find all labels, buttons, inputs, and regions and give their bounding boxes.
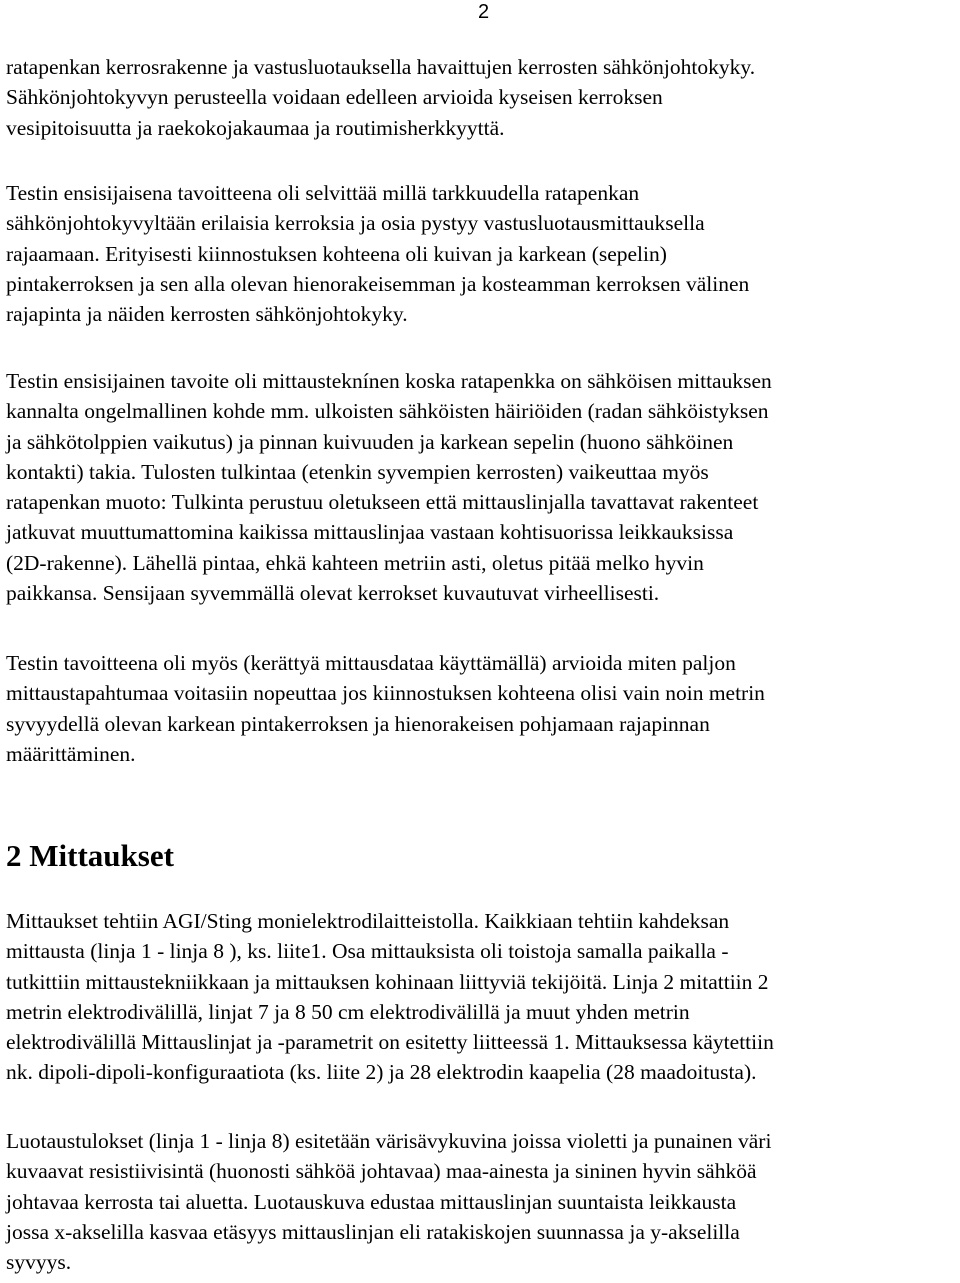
- text-line: vesipitoisuutta ja raekokojakaumaa ja routimisherkkyyttä.: [6, 115, 505, 140]
- page-number: 2: [478, 1, 490, 23]
- paragraph-speedup: [6, 648, 956, 769]
- text-line: Mittaukset tehtiin AGI/Sting monielektrodilaitteistolla. Kaikkiaan tehtiin kahdeksan: [6, 909, 730, 933]
- text-line: mittausta (linja 1 - linja 8 ), ks. liite1. Osa mittauksista oli toistoja samalla paikalla -: [6, 939, 729, 964]
- paragraph-results: [6, 1126, 956, 1277]
- text-line: mittaustapahtumaa voitasiin nopeuttaa jos kiinnostuksen kohteena olisi vain noin metrin: [6, 681, 765, 706]
- text-line: johtavaa kerrosta tai aluetta. Luotauskuva edustaa mittauslinjan suuntaista leikkausta: [6, 1189, 737, 1214]
- text-line: (2D-rakenne). Lähellä pintaa, ehkä kahteen metriin asti, oletus pitää melko hyvin: [6, 550, 704, 575]
- text-line: Testin ensisijainen tavoite oli mittausteknínen koska ratapenkka on sähköisen mittauksen: [6, 369, 772, 393]
- paragraph-intro: [6, 52, 956, 143]
- text-line: syvyys.: [6, 1250, 72, 1275]
- text-line: metrin elektrodivälillä, linjat 7 ja 8 50 cm elektrodivälillä ja muut yhden metrin: [6, 999, 690, 1024]
- text-line: ja sähkötolppien vaikutus) ja pinnan kuivuuden ja karkean sepelin (huono sähköinen: [6, 429, 734, 454]
- paragraph-technical: [6, 366, 956, 608]
- text-line: Sähkönjohtokyvyn perusteella voidaan edelleen arvioida kyseisen kerroksen: [6, 85, 663, 110]
- text-line: sähkönjohtokyvyltään erilaisia kerroksia ja osia pystyy vastusluotausmittauksella: [6, 211, 705, 236]
- section-heading: 2 Mittaukset: [6, 838, 174, 873]
- text-line: kuvaavat resistiivisintä (huonosti sähköä johtavaa) maa-ainesta ja sininen hyvin sähköä: [6, 1159, 757, 1184]
- text-line: Testin tavoitteena oli myös (kerättyä mittausdataa käyttämällä) arvioida miten paljon: [6, 651, 736, 675]
- text-line: pintakerroksen ja sen alla olevan hienorakeisemman ja kosteamman kerroksen välinen: [6, 271, 750, 296]
- text-line: elektrodivälillä Mittauslinjat ja -parametrit on esitetty liitteessä 1. Mittauksessa käytettiin: [6, 1030, 774, 1055]
- paragraph-measurements: [6, 906, 956, 1088]
- text-line: ratapenkan muoto: Tulkinta perustuu oletukseen että mittauslinjalla tavattavat rakenteet: [6, 490, 759, 515]
- text-line: tutkittiin mittaustekniikkaan ja mittauksen kohinaan liittyviä tekijöitä. Linja 2 mitattiin 2: [6, 969, 769, 994]
- text-line: kannalta ongelmallinen kohde mm. ulkoisten sähköisten häiriöiden (radan sähköistyksen: [6, 399, 769, 424]
- text-line: nk. dipoli-dipoli-konfiguraatiota (ks. liite 2) ja 28 elektrodin kaapelia (28 maadoitusta).: [6, 1060, 757, 1085]
- text-line: Luotaustulokset (linja 1 - linja 8) esitetään värisävykuvina joissa violetti ja punainen väri: [6, 1129, 772, 1153]
- text-line: Testin ensisijaisena tavoitteena oli selvittää millä tarkkuudella ratapenkan: [6, 181, 640, 205]
- text-line: rajaamaan. Erityisesti kiinnostuksen kohteena oli kuivan ja karkean (sepelin): [6, 241, 667, 266]
- text-line: syvyydellä olevan karkean pintakerroksen ja hienorakeisen pohjamaan rajapinnan: [6, 711, 710, 736]
- text-line: jossa x-akselilla kasvaa etäsyys mittauslinjan eli ratakiskojen suunnassa ja y-akselilla: [6, 1219, 740, 1244]
- text-line: paikkansa. Sensijaan syvemmällä olevat kerrokset kuvautuvat virheellisesti.: [6, 581, 660, 606]
- text-line: kontakti) takia. Tulosten tulkintaa (etenkin syvempien kerrosten) vaikeuttaa myös: [6, 459, 709, 484]
- text-line: rajapinta ja näiden kerrosten sähkönjohtokyky.: [6, 302, 408, 327]
- paragraph-objective: [6, 178, 956, 329]
- text-line: ratapenkan kerrosrakenne ja vastusluotauksella havaittujen kerrosten sähkönjohtokyky.: [6, 55, 756, 79]
- text-line: jatkuvat muuttumattomina kaikissa mittauslinjaa vastaan kohtisuorissa leikkauksissa: [6, 520, 734, 545]
- text-line: määrittäminen.: [6, 741, 136, 766]
